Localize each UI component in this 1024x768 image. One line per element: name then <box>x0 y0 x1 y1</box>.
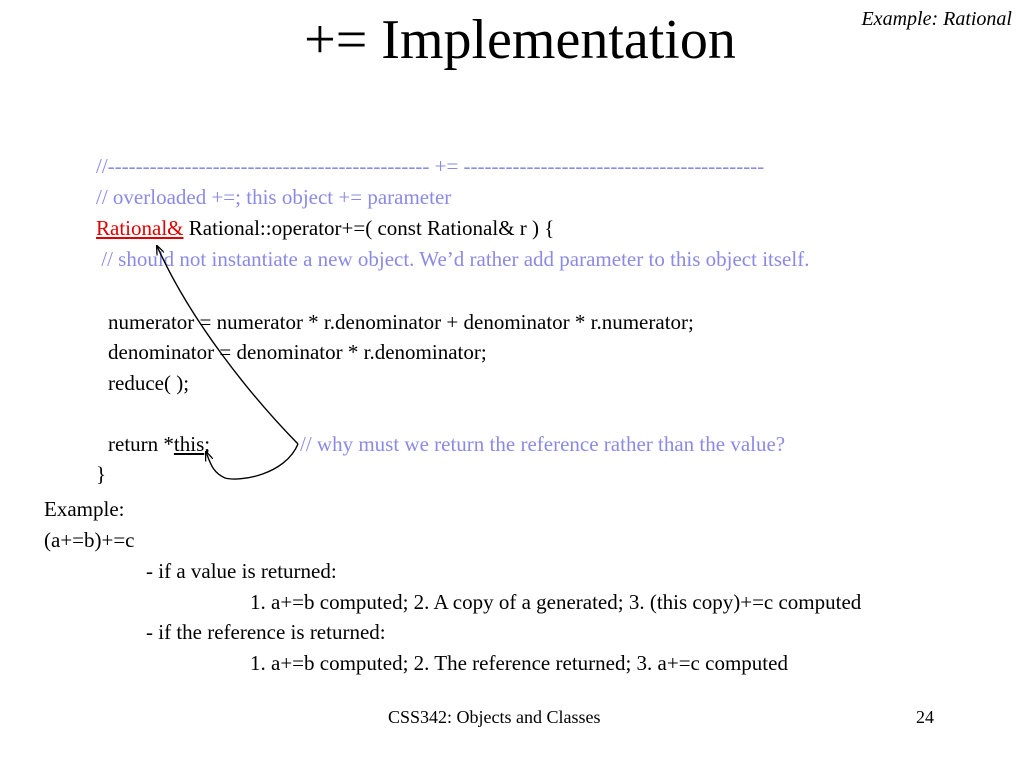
code-return-line <box>108 432 210 456</box>
slide-title: += Implementation <box>304 9 736 71</box>
example-expression: (a+=b)+=c <box>44 528 135 552</box>
footer-course: CSS342: Objects and Classes <box>388 707 601 727</box>
code-separator-comment: //---------------------------------------------- += ------------------------------------------- <box>96 154 765 178</box>
return-prefix: return * <box>108 432 174 456</box>
code-instantiate-comment: // should not instantiate a new object. We’d rather add parameter to this object itself. <box>96 247 810 271</box>
example-case-reference: - if the reference is returned: <box>146 620 386 644</box>
code-signature-line <box>96 216 554 240</box>
corner-label: Example: Rational <box>861 8 1012 30</box>
example-heading: Example: <box>44 497 125 521</box>
example-case-reference-steps: 1. a+=b computed; 2. The reference returned; 3. a+=c computed <box>250 651 788 675</box>
code-return-comment: // why must we return the reference rather than the value? <box>300 432 786 456</box>
code-denominator-line: denominator = denominator * r.denominator; <box>108 340 487 364</box>
code-numerator-line: numerator = numerator * r.denominator + denominator * r.numerator; <box>108 310 694 334</box>
code-closing-brace: } <box>96 462 107 486</box>
example-case-value-steps: 1. a+=b computed; 2. A copy of a generated; 3. (this copy)+=c computed <box>250 590 862 614</box>
code-overloaded-comment: // overloaded +=; this object += parameter <box>96 185 452 209</box>
example-case-value: - if a value is returned: <box>146 559 337 583</box>
signature-text: Rational::operator+=( const Rational& r ) { <box>183 216 555 240</box>
return-suffix: ; <box>204 432 211 456</box>
return-this-highlight: this <box>173 432 205 456</box>
code-reduce-line: reduce( ); <box>108 371 190 395</box>
footer-page-number: 24 <box>916 707 934 727</box>
return-type-highlight: Rational& <box>96 216 184 240</box>
arrow-comment-to-this <box>206 444 298 479</box>
